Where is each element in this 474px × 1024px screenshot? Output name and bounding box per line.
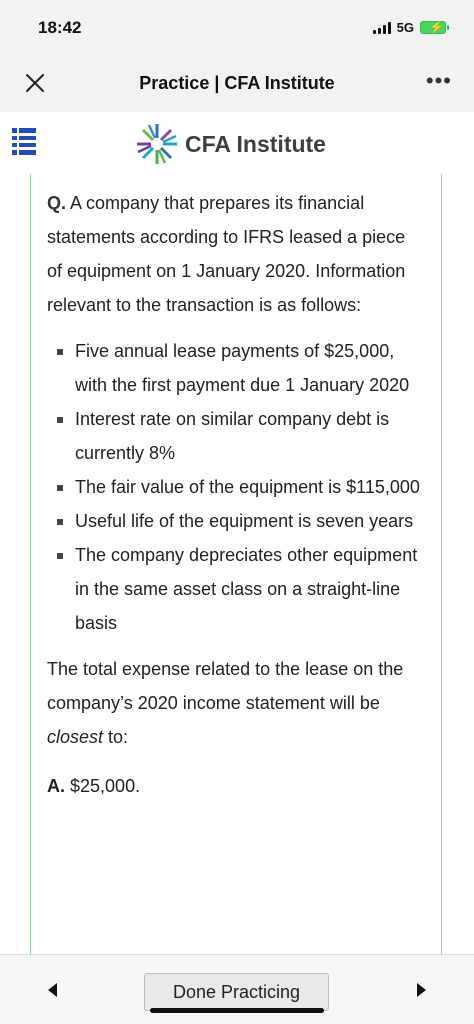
list-item: Five annual lease payments of $25,000, with the first payment due 1 January 2020 (47, 334, 423, 402)
next-arrow-icon[interactable] (417, 983, 426, 997)
status-time: 18:42 (38, 18, 82, 37)
browser-nav-bar (0, 56, 474, 112)
list-item: Useful life of the equipment is seven years (47, 504, 423, 538)
bottom-toolbar (0, 954, 474, 1024)
page-title: Practice | CFA Institute (139, 73, 335, 93)
status-indicators (373, 20, 446, 35)
more-icon[interactable]: ••• (425, 68, 452, 93)
list-item: The company depreciates other equipment in the same asset class on a straight-line basis (47, 538, 423, 640)
signal-icon (373, 22, 391, 34)
cfa-logo-mark-icon (135, 122, 179, 166)
battery-icon: ⚡ (420, 21, 446, 34)
question-prefix: Q. (47, 193, 67, 213)
list-item: Interest rate on similar company debt is currently 8% (47, 402, 423, 470)
done-practicing-button[interactable]: Done Practicing (144, 973, 329, 1011)
question-text (47, 186, 423, 322)
list-item: The fair value of the equipment is $115,000 (47, 470, 423, 504)
network-type: 5G (396, 20, 414, 35)
question-card (30, 174, 442, 954)
home-indicator (150, 1008, 324, 1013)
site-header (0, 112, 474, 174)
cfa-logo[interactable] (135, 122, 326, 166)
question-prompt (47, 652, 423, 754)
fact-list (47, 334, 423, 640)
question-body: A company that prepares its financial statements according to IFRS leased a piece of equipment on 1 January 2020. Information relevant to the transaction is as follows: (47, 193, 406, 315)
menu-icon[interactable] (12, 128, 36, 156)
prompt-text: The total expense related to the lease on the company’s 2020 income statement will be (47, 659, 404, 713)
prompt-emphasis: closest (47, 727, 104, 747)
status-bar (0, 0, 474, 56)
option-letter: A. (47, 776, 65, 796)
logo-text: CFA Institute (185, 130, 326, 157)
prompt-suffix: to: (103, 727, 129, 747)
option-text: $25,000. (70, 776, 141, 796)
answer-option-a[interactable] (47, 776, 423, 797)
previous-arrow-icon[interactable] (48, 983, 57, 997)
